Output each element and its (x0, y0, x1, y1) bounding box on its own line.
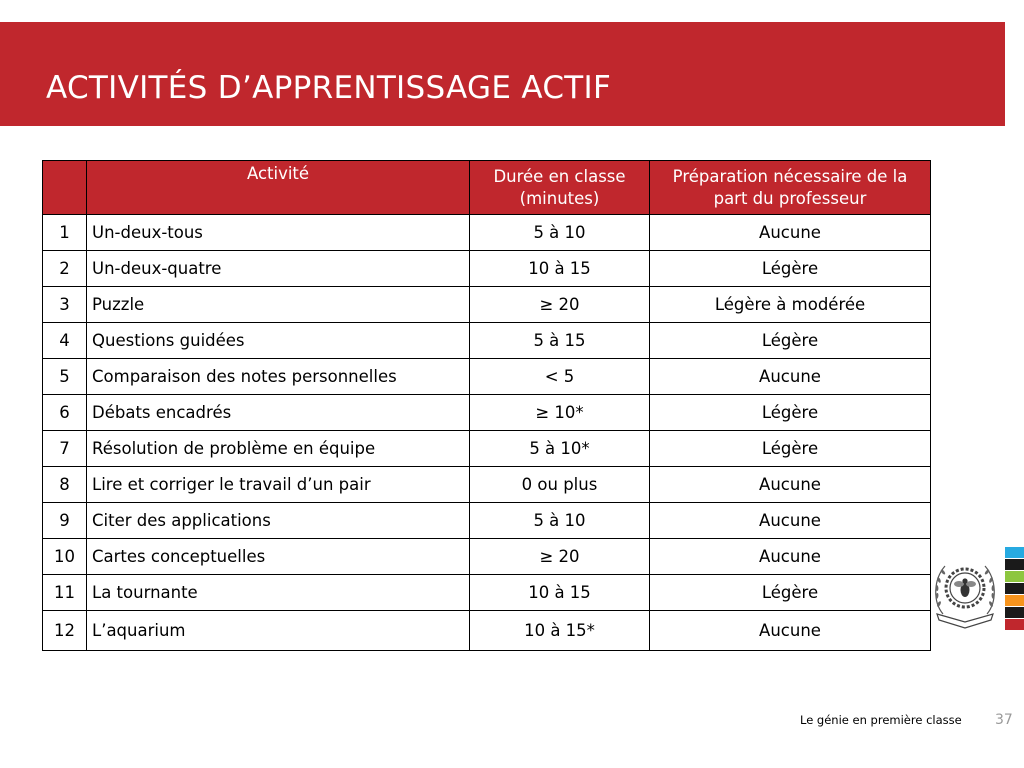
row-number: 9 (43, 503, 87, 539)
row-preparation: Aucune (650, 215, 931, 251)
row-number: 1 (43, 215, 87, 251)
school-crest-icon (929, 552, 1001, 632)
activities-table (42, 160, 931, 651)
table-body (43, 215, 931, 651)
table-row (43, 503, 931, 539)
footer-text: Le génie en première classe (800, 713, 962, 727)
table-row (43, 431, 931, 467)
row-preparation: Légère (650, 323, 931, 359)
row-number: 12 (43, 611, 87, 651)
row-preparation: Légère (650, 575, 931, 611)
row-preparation: Aucune (650, 611, 931, 651)
row-activity: Questions guidées (87, 323, 470, 359)
row-duration: 5 à 10 (470, 503, 650, 539)
color-stripe (1005, 559, 1024, 570)
row-duration: ≥ 20 (470, 287, 650, 323)
row-duration: 5 à 15 (470, 323, 650, 359)
row-preparation: Aucune (650, 467, 931, 503)
row-duration: ≥ 10* (470, 395, 650, 431)
color-stripe (1005, 595, 1024, 606)
row-activity: Comparaison des notes personnelles (87, 359, 470, 395)
row-preparation: Aucune (650, 359, 931, 395)
header-preparation: Préparation nécessaire de la part du professeur (650, 161, 931, 215)
row-number: 2 (43, 251, 87, 287)
table-row (43, 359, 931, 395)
slide-title: ACTIVITÉS D’APPRENTISSAGE ACTIF (46, 70, 612, 106)
row-duration: 10 à 15 (470, 575, 650, 611)
table-header-row (43, 161, 931, 215)
row-activity: L’aquarium (87, 611, 470, 651)
row-preparation: Légère (650, 395, 931, 431)
title-banner (0, 22, 1005, 126)
row-duration: 0 ou plus (470, 467, 650, 503)
row-number: 3 (43, 287, 87, 323)
row-activity: Débats encadrés (87, 395, 470, 431)
page-number: 37 (995, 712, 1013, 728)
row-activity: Puzzle (87, 287, 470, 323)
row-activity: Un-deux-quatre (87, 251, 470, 287)
row-number: 8 (43, 467, 87, 503)
row-number: 5 (43, 359, 87, 395)
row-activity: Citer des applications (87, 503, 470, 539)
color-stripe (1005, 583, 1024, 594)
color-stripes (1005, 547, 1024, 631)
row-duration: 5 à 10* (470, 431, 650, 467)
row-activity: La tournante (87, 575, 470, 611)
header-activity: Activité (87, 161, 470, 215)
row-number: 7 (43, 431, 87, 467)
row-preparation: Légère (650, 431, 931, 467)
row-preparation: Aucune (650, 503, 931, 539)
row-preparation: Aucune (650, 539, 931, 575)
table-row (43, 575, 931, 611)
table-row (43, 611, 931, 651)
row-activity: Un-deux-tous (87, 215, 470, 251)
row-number: 6 (43, 395, 87, 431)
table-row (43, 395, 931, 431)
table-row (43, 467, 931, 503)
row-activity: Résolution de problème en équipe (87, 431, 470, 467)
row-duration: < 5 (470, 359, 650, 395)
row-duration: 10 à 15 (470, 251, 650, 287)
table-row (43, 323, 931, 359)
row-preparation: Légère à modérée (650, 287, 931, 323)
row-duration: 5 à 10 (470, 215, 650, 251)
row-duration: ≥ 20 (470, 539, 650, 575)
header-number (43, 161, 87, 215)
table-row (43, 539, 931, 575)
color-stripe (1005, 619, 1024, 630)
row-activity: Cartes conceptuelles (87, 539, 470, 575)
row-number: 11 (43, 575, 87, 611)
row-duration: 10 à 15* (470, 611, 650, 651)
row-number: 4 (43, 323, 87, 359)
table-row (43, 215, 931, 251)
header-duration: Durée en classe (minutes) (470, 161, 650, 215)
table-row (43, 287, 931, 323)
color-stripe (1005, 547, 1024, 558)
row-preparation: Légère (650, 251, 931, 287)
color-stripe (1005, 607, 1024, 618)
row-activity: Lire et corriger le travail d’un pair (87, 467, 470, 503)
color-stripe (1005, 571, 1024, 582)
table-row (43, 251, 931, 287)
row-number: 10 (43, 539, 87, 575)
